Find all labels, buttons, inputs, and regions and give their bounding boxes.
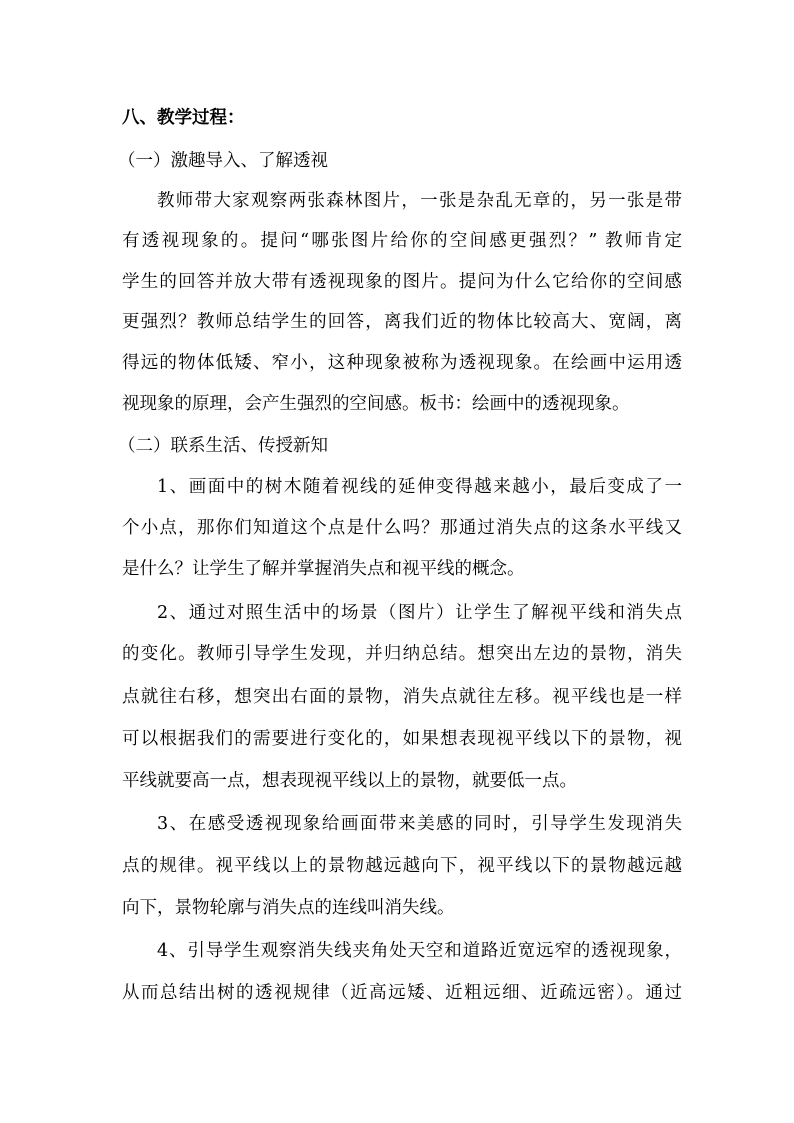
subsection-1-paragraph-line: 更强烈？教师总结学生的回答，离我们近的物体比较高大、宽阔，离 bbox=[122, 312, 682, 332]
item-2-line: 平线就要高一点，想表现视平线以上的景物，就要低一点。 bbox=[122, 771, 577, 791]
subsection-1-paragraph-line: 教师带大家观察两张森林图片，一张是杂乱无章的，另一张是带 bbox=[157, 191, 682, 211]
item-3-line: 3、在感受透视现象给画面带来美感的同时，引导学生发现消失 bbox=[157, 814, 682, 834]
item-4-line: 从而总结出树的透视规律（近高远矮、近粗远细、近疏远密）。通过 bbox=[122, 983, 682, 1003]
subsection-1-paragraph-line: 有透视现象的。提问“哪张图片给你的空间感更强烈？” 教师肯定 bbox=[122, 231, 682, 251]
item-2-line: 的变化。教师引导学生发现，并归纳总结。想突出左边的景物，消失 bbox=[122, 644, 682, 664]
subsection-1-paragraph-line: 视现象的原理，会产生强烈的空间感。板书：绘画中的透视现象。 bbox=[122, 394, 630, 414]
item-1-line: 1、画面中的树木随着视线的延伸变得越来越小，最后变成了一 bbox=[157, 477, 682, 497]
subsection-1-title: （一）激趣导入、了解透视 bbox=[118, 151, 328, 171]
item-1-line: 是什么？让学生了解并掌握消失点和视平线的概念。 bbox=[122, 559, 525, 579]
item-3-line: 向下，景物轮廓与消失点的连线叫消失线。 bbox=[122, 898, 455, 918]
item-3-line: 点的规律。视平线以上的景物越远越向下，视平线以下的景物越远越 bbox=[122, 856, 682, 876]
item-2-line: 可以根据我们的需要进行变化的，如果想表现视平线以下的景物，视 bbox=[122, 729, 682, 749]
item-2-line: 2、通过对照生活中的场景（图片）让学生了解视平线和消失点 bbox=[157, 603, 682, 623]
item-2-line: 点就往右移，想突出右面的景物，消失点就往左移。视平线也是一样 bbox=[122, 687, 682, 707]
section-title: 八、教学过程： bbox=[122, 108, 245, 128]
subsection-2-title: （二）联系生活、传授新知 bbox=[118, 436, 328, 456]
item-1-line: 个小点，那你们知道这个点是什么吗？那通过消失点的这条水平线又 bbox=[122, 518, 682, 538]
item-4-line: 4、引导学生观察消失线夹角处天空和道路近宽远窄的透视现象， bbox=[157, 941, 682, 961]
subsection-1-paragraph-line: 学生的回答并放大带有透视现象的图片。提问为什么它给你的空间感 bbox=[122, 272, 682, 292]
subsection-1-paragraph-line: 得远的物体低矮、窄小，这种现象被称为透视现象。在绘画中运用透 bbox=[122, 353, 682, 373]
